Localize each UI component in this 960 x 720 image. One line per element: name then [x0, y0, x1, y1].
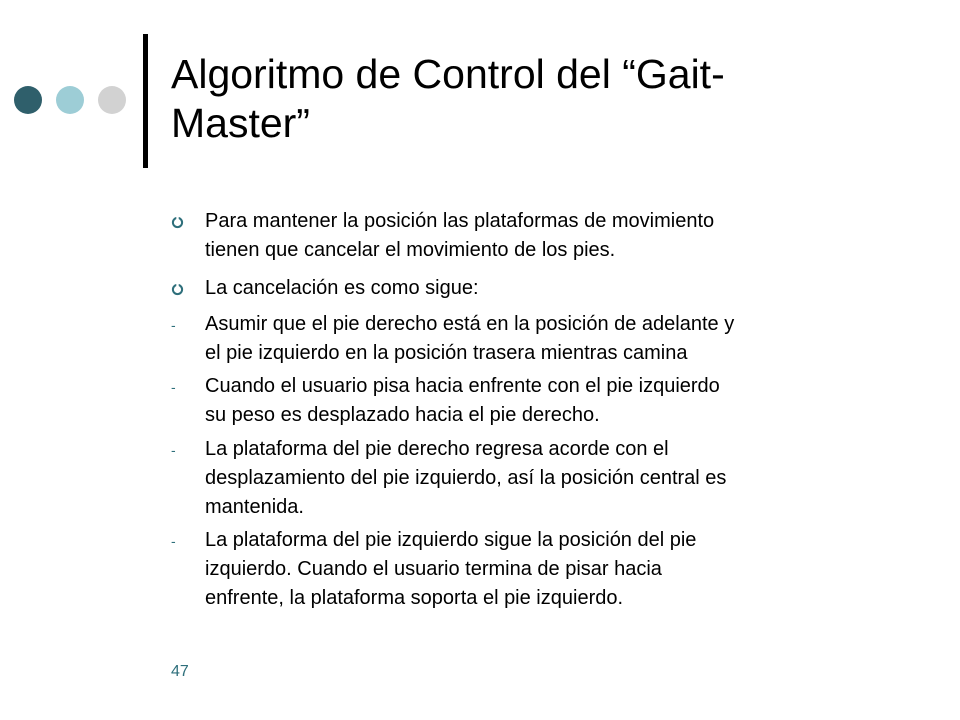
page-number: 47	[171, 663, 189, 680]
item-text-line: Para mantener la posición las plataformas de movimiento	[205, 210, 715, 232]
title-line: Algoritmo de Control del “Gait-	[171, 51, 725, 97]
list-item	[171, 274, 891, 303]
item-text-line: tienen que cancelar el movimiento de los pies.	[205, 239, 616, 261]
item-text-line: enfrente, la plataforma soporta el pie izquierdo.	[205, 587, 624, 609]
dash-marker: -	[171, 317, 176, 333]
dash-marker: -	[171, 533, 176, 549]
item-text-line: Asumir que el pie derecho está en la posición de adelante y	[205, 313, 735, 335]
item-text-line: el pie izquierdo en la posición trasera mientras camina	[205, 342, 688, 364]
item-text-line: La plataforma del pie izquierdo sigue la posición del pie	[205, 529, 697, 551]
dark-dot-icon	[14, 86, 42, 114]
decorative-dots	[14, 86, 124, 114]
item-text-line: su peso es desplazado hacia el pie derecho.	[205, 404, 600, 426]
ring-bullet-icon	[171, 283, 184, 296]
list-item	[171, 372, 891, 430]
item-text-line: desplazamiento del pie izquierdo, así la posición central es	[205, 467, 727, 489]
item-text-line: mantenida.	[205, 496, 304, 518]
teal-dot-icon	[56, 86, 84, 114]
item-text-line: Cuando el usuario pisa hacia enfrente con el pie izquierdo	[205, 375, 720, 397]
title-divider	[143, 34, 148, 168]
slide-title	[171, 50, 931, 148]
dash-marker: -	[171, 379, 176, 395]
list-item	[171, 526, 891, 613]
title-line: Master”	[171, 100, 310, 146]
list-item	[171, 207, 891, 265]
gray-dot-icon	[98, 86, 126, 114]
list-item	[171, 435, 891, 522]
ring-bullet-icon	[171, 216, 184, 229]
item-text-line: La plataforma del pie derecho regresa acorde con el	[205, 438, 669, 460]
dash-marker: -	[171, 442, 176, 458]
list-item	[171, 310, 891, 368]
slide-content-list	[171, 207, 891, 613]
item-text-line: La cancelación es como sigue:	[205, 277, 479, 299]
item-text-line: izquierdo. Cuando el usuario termina de pisar hacia	[205, 558, 662, 580]
